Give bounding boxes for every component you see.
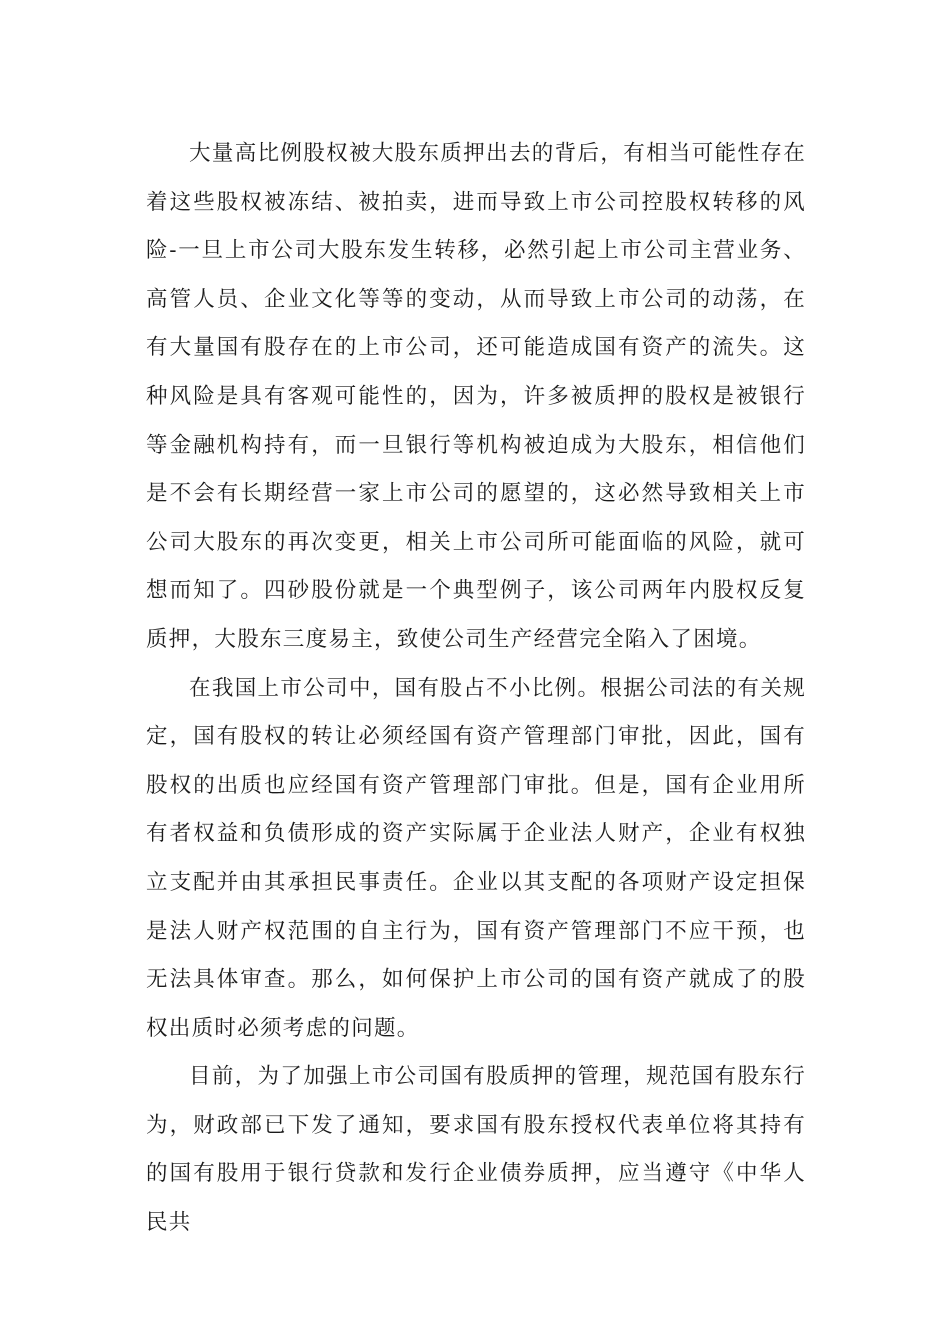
paragraph-1: 大量高比例股权被大股东质押出去的背后，有相当可能性存在着这些股权被冻结、被拍卖，进而导致上市公司控股权转移的风险-一旦上市公司大股东发生转移，必然引起上市公司主营业务、高管人员、企业文化等等的变动，从而导致上市公司的动荡，在有大量国有股存在的上市公司，还可能造成国有资产的流失。这种风险是具有客观可能性的，因为，许多被质押的股权是被银行等金融机构持有，而一旦银行等机构被迫成为大股东，相信他们是不会有长期经营一家上市公司的愿望的，这必然导致相关上市公司大股东的再次变更，相关上市公司所可能面临的风险，就可想而知了。四砂股份就是一个典型例子，该公司两年内股权反复质押，大股东三度易主，致使公司生产经营完全陷入了困境。	[146, 141, 806, 652]
document-body	[146, 130, 806, 1248]
paragraph-3: 目前，为了加强上市公司国有股质押的管理，规范国有股东行为，财政部已下发了通知，要求国有股东授权代表单位将其持有的国有股用于银行贷款和发行企业债券质押，应当遵守《中华人民共	[146, 1064, 806, 1236]
paragraph-2: 在我国上市公司中，国有股占不小比例。根据公司法的有关规定，国有股权的转让必须经国有资产管理部门审批，因此，国有股权的出质也应经国有资产管理部门审批。但是，国有企业用所有者权益和负债形成的资产实际属于企业法人财产，企业有权独立支配并由其承担民事责任。企业以其支配的各项财产设定担保是法人财产权范围的自主行为，国有资产管理部门不应干预，也无法具体审查。那么，如何保护上市公司的国有资产就成了的股权出质时必须考虑的问题。	[146, 675, 806, 1041]
